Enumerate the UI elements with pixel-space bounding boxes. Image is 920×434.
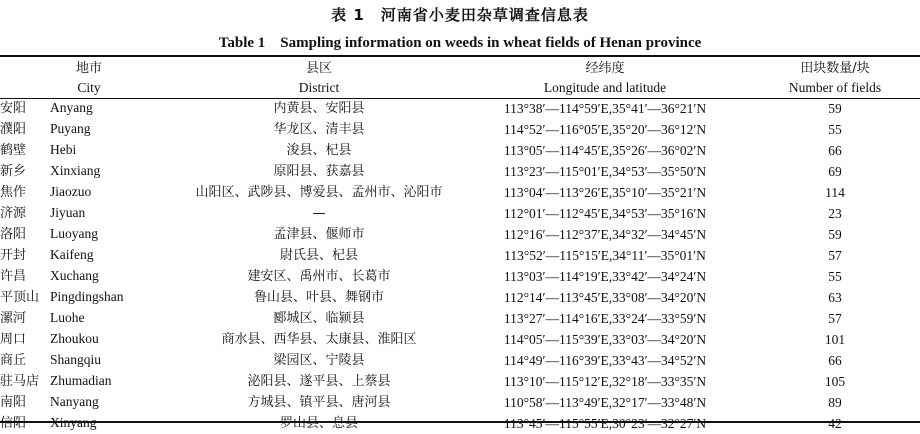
lonlat-cell: 113°23′—115°01′E,34°53′—35°50′N — [503, 163, 707, 179]
lonlat-cell: 113°03′—114°19′E,33°42′—34°24′N — [503, 268, 707, 284]
fields-cell: 89 — [828, 394, 842, 410]
city-name-cn: 南阳 — [0, 395, 27, 410]
city-name-en: Hebi — [50, 142, 77, 157]
district-cell: 内黄县、安阳县 — [273, 100, 365, 116]
fields-cell: 42 — [828, 415, 842, 431]
district-cell: 商水县、西华县、太康县、淮阳区 — [221, 331, 417, 347]
city-name-cn: 洛阳 — [0, 227, 27, 242]
lonlat-cell: 113°45′—115°55′E,30°23′—32°27′N — [503, 415, 707, 431]
city-cell — [0, 140, 178, 161]
city-name-en: Puyang — [50, 121, 91, 136]
header-district — [178, 57, 460, 98]
lonlat-cell: 112°16′—112°37′E,34°32′—34°45′N — [503, 226, 707, 242]
fields-cell: 55 — [828, 268, 842, 284]
district-cell: 孟津县、偃师市 — [273, 226, 365, 242]
city-name-en: Nanyang — [50, 394, 99, 409]
table-row — [0, 308, 920, 329]
city-cell — [0, 266, 178, 287]
city-name-cn: 许昌 — [0, 269, 27, 284]
table-row — [0, 350, 920, 371]
city-name-en: Shangqiu — [50, 352, 102, 367]
city-cell — [0, 245, 178, 266]
table-row — [0, 161, 920, 182]
district-cell: 尉氏县、杞县 — [279, 247, 358, 263]
lonlat-cell: 113°52′—115°15′E,34°11′—35°01′N — [504, 247, 706, 263]
table-row — [0, 329, 920, 350]
header-district-en: District — [298, 79, 340, 95]
city-cell — [0, 224, 178, 245]
city-cell — [0, 371, 178, 392]
city-name-cn: 济源 — [0, 206, 27, 221]
table-row — [0, 203, 920, 224]
table-row — [0, 371, 920, 392]
table-row — [0, 140, 920, 161]
city-name-cn: 周口 — [0, 332, 27, 347]
city-cell — [0, 119, 178, 140]
city-name-cn: 商丘 — [0, 353, 27, 368]
table-header-row — [0, 57, 920, 98]
city-name-en: Xinyang — [50, 415, 97, 430]
header-city-cn: 地市 — [75, 60, 102, 76]
header-city — [0, 57, 178, 98]
district-cell: — — [312, 205, 326, 221]
fields-cell: 66 — [828, 142, 842, 158]
city-name-cn: 焦作 — [0, 185, 27, 200]
city-name-cn: 平顶山 — [0, 290, 40, 305]
city-name-en: Luoyang — [50, 226, 98, 241]
city-name-en: Jiaozuo — [50, 184, 92, 199]
header-fields-en: Number of fields — [788, 79, 882, 95]
district-cell: 华龙区、清丰县 — [273, 121, 365, 137]
header-lonlat-cn: 经纬度 — [585, 60, 625, 76]
lonlat-cell: 113°27′—114°16′E,33°24′—33°59′N — [503, 310, 707, 326]
header-lonlat — [460, 57, 750, 98]
city-cell — [0, 308, 178, 329]
district-cell: 泌阳县、遂平县、上蔡县 — [247, 373, 391, 389]
table-row — [0, 287, 920, 308]
city-name-en: Anyang — [50, 100, 93, 115]
table-row — [0, 224, 920, 245]
city-cell — [0, 287, 178, 308]
city-name-cn: 驻马店 — [0, 374, 40, 389]
table-row — [0, 392, 920, 413]
fields-cell: 59 — [828, 100, 842, 116]
city-cell — [0, 203, 178, 224]
district-cell: 方城县、镇平县、唐河县 — [247, 394, 391, 410]
fields-cell: 57 — [828, 310, 842, 326]
city-name-cn: 安阳 — [0, 101, 27, 116]
header-district-cn: 县区 — [305, 60, 332, 76]
city-name-en: Zhumadian — [50, 373, 112, 388]
city-cell — [0, 350, 178, 371]
lonlat-cell: 114°05′—115°39′E,33°03′—34°20′N — [503, 331, 707, 347]
city-name-cn: 漯河 — [0, 311, 27, 326]
city-name-en: Xinxiang — [50, 163, 101, 178]
table-row — [0, 182, 920, 203]
city-name-en: Luohe — [50, 310, 85, 325]
fields-cell: 23 — [828, 205, 842, 221]
lonlat-cell: 112°14′—113°45′E,33°08′—34°20′N — [503, 289, 707, 305]
table-row — [0, 245, 920, 266]
lonlat-cell: 114°49′—116°39′E,33°43′—34°52′N — [503, 352, 707, 368]
city-name-cn: 濮阳 — [0, 122, 27, 137]
district-cell: 郾城区、临颍县 — [273, 310, 365, 326]
fields-cell: 69 — [828, 163, 842, 179]
table-body — [0, 98, 920, 434]
header-fields-cn: 田块数量/块 — [800, 60, 870, 76]
district-cell: 梁园区、宁陵县 — [273, 352, 365, 368]
fields-cell: 114 — [825, 184, 845, 200]
header-lonlat-en: Longitude and latitude — [543, 79, 667, 95]
weeds-sampling-table — [0, 57, 920, 434]
district-cell: 山阳区、武陟县、博爱县、孟州市、沁阳市 — [195, 184, 443, 200]
district-cell: 浚县、杞县 — [286, 142, 352, 158]
city-cell — [0, 392, 178, 413]
lonlat-cell: 113°38′—114°59′E,35°41′—36°21′N — [503, 100, 707, 116]
city-cell — [0, 161, 178, 182]
fields-cell: 63 — [828, 289, 842, 305]
fields-cell: 105 — [824, 373, 846, 389]
city-name-en: Pingdingshan — [50, 289, 124, 304]
fields-cell: 55 — [828, 121, 842, 137]
table-row — [0, 266, 920, 287]
district-cell: 建安区、禹州市、长葛市 — [247, 268, 391, 284]
fields-cell: 57 — [828, 247, 842, 263]
city-name-cn: 信阳 — [0, 416, 27, 431]
city-cell — [0, 98, 178, 119]
city-cell — [0, 329, 178, 350]
city-name-en: Xuchang — [50, 268, 99, 283]
table-row — [0, 98, 920, 119]
lonlat-cell: 114°52′—116°05′E,35°20′—36°12′N — [503, 121, 707, 137]
district-cell: 罗山县、息县 — [279, 415, 358, 431]
table-title-chinese: 表 1 河南省小麦田杂草调查信息表 — [331, 6, 589, 24]
city-name-cn: 鹤壁 — [0, 143, 27, 158]
fields-cell: 66 — [828, 352, 842, 368]
city-name-cn: 开封 — [0, 248, 27, 263]
header-city-en: City — [77, 79, 101, 95]
lonlat-cell: 113°04′—113°26′E,35°10′—35°21′N — [503, 184, 707, 200]
city-name-en: Zhoukou — [50, 331, 99, 346]
fields-cell: 101 — [824, 331, 846, 347]
district-cell: 原阳县、获嘉县 — [273, 163, 365, 179]
table-row — [0, 119, 920, 140]
city-cell — [0, 182, 178, 203]
lonlat-cell: 113°05′—114°45′E,35°26′—36°02′N — [503, 142, 707, 158]
header-fields — [750, 57, 920, 98]
city-name-en: Kaifeng — [50, 247, 94, 262]
table-title-english: Table 1 Sampling information on weeds in wheat fields of Henan province — [218, 35, 702, 51]
city-name-cn: 新乡 — [0, 164, 27, 179]
city-name-en: Jiyuan — [50, 205, 86, 220]
lonlat-cell: 112°01′—112°45′E,34°53′—35°16′N — [503, 205, 707, 221]
district-cell: 鲁山县、叶县、舞钢市 — [253, 289, 384, 305]
fields-cell: 59 — [828, 226, 842, 242]
lonlat-cell: 110°58′—113°49′E,32°17′—33°48′N — [503, 394, 707, 410]
lonlat-cell: 113°10′—115°12′E,32°18′—33°35′N — [503, 373, 707, 389]
